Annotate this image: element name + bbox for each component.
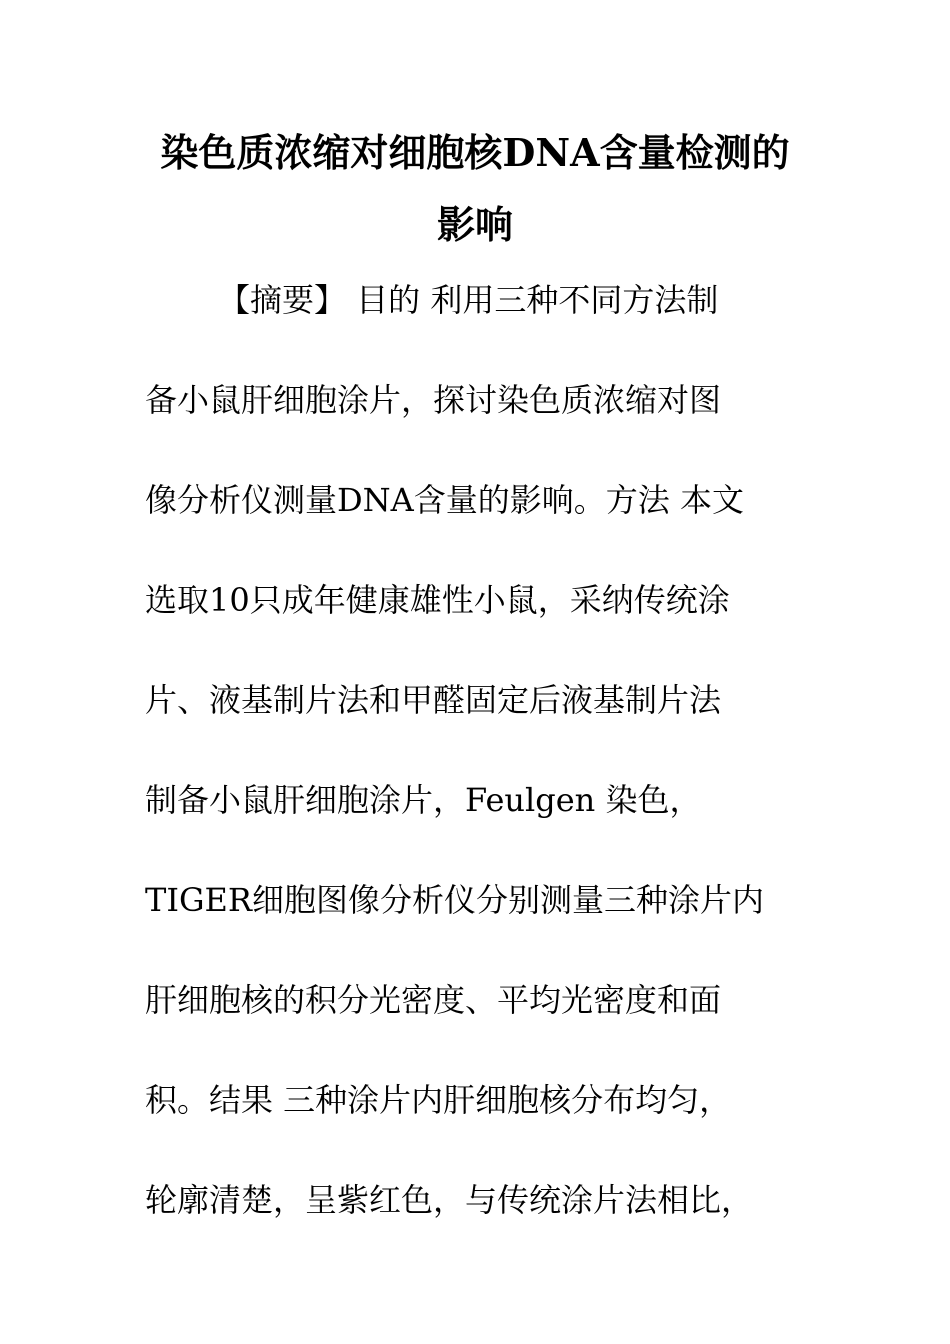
body-line-10: 轮廓清楚，呈紫红色，与传统涂片法相比， [145, 1181, 754, 1219]
document-title-line-1: 染色质浓缩对细胞核DNA含量检测的 [160, 130, 790, 175]
body-line-2: 备小鼠肝细胞涂片，探讨染色质浓缩对图 [145, 381, 722, 419]
body-line-5: 片、液基制片法和甲醛固定后液基制片法 [145, 681, 722, 719]
body-line-4: 选取10只成年健康雄性小鼠，采纳传统涂 [145, 581, 730, 619]
body-line-6: 制备小鼠肝细胞涂片，Feulgen 染色， [145, 781, 702, 819]
body-line-9: 积。结果 三种涂片内肝细胞核分布均匀， [145, 1081, 732, 1119]
body-line-7: TIGER细胞图像分析仪分别测量三种涂片内 [145, 881, 765, 919]
body-line-1: 【摘要】 目的 利用三种不同方法制 [218, 281, 719, 319]
body-line-3: 像分析仪测量DNA含量的影响。方法 本文 [145, 481, 744, 519]
document-title-line-2: 影响 [436, 202, 513, 247]
body-line-8: 肝细胞核的积分光密度、平均光密度和面 [145, 981, 722, 1019]
